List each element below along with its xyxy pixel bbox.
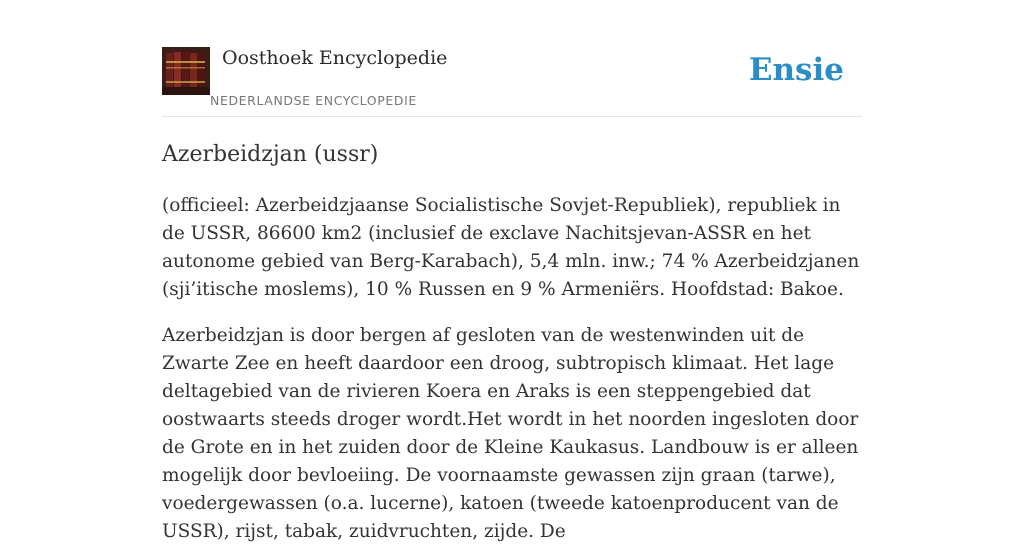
ensie-logo-link[interactable]: Ensie bbox=[748, 52, 844, 88]
article-paragraph: Azerbeidzjan is door bergen af gesloten van de westenwinden uit de Zwarte Zee en heeft daardoor een droog, subtropisch klimaat. Het lage deltagebied van de rivieren Koera en Araks is een steppengebied dat oostwaarts steeds droger wordt.Het wordt in het noorden ingesloten door de Grote en in het zuiden door de Kleine Kaukasus. Landbouw is er alleen mogelijk door bevloeiing. De voornaamste gewassen zijn graan (tarwe), voedergewassen (o.a. lucerne), katoen (tweede katoenproducent van de USSR), rijst, tabak, zuidvruchten, zijde. De bbox=[162, 325, 859, 542]
article bbox=[162, 140, 862, 546]
article-paragraph: (officieel: Azerbeidzjaanse Socialistische Sovjet-Republiek), republiek in de USSR, 86600 km2 (inclusief de exclave Nachitsjevan-ASSR en het autonome gebied van Berg-Karabach), 5,4 mln. inw.; 74 % Azerbeidzjanen (sji’itische moslems), 10 % Russen en 9 % Armeniërs. Hoofdstad: Bakoe. bbox=[162, 195, 860, 300]
encyclopedia-books-icon[interactable] bbox=[162, 47, 210, 95]
site-header bbox=[162, 46, 862, 117]
site-subtitle: NEDERLANDSE ENCYCLOPEDIE bbox=[210, 93, 417, 108]
article-title: Azerbeidzjan (ussr) bbox=[162, 142, 379, 167]
site-title[interactable]: Oosthoek Encyclopedie bbox=[222, 47, 448, 69]
